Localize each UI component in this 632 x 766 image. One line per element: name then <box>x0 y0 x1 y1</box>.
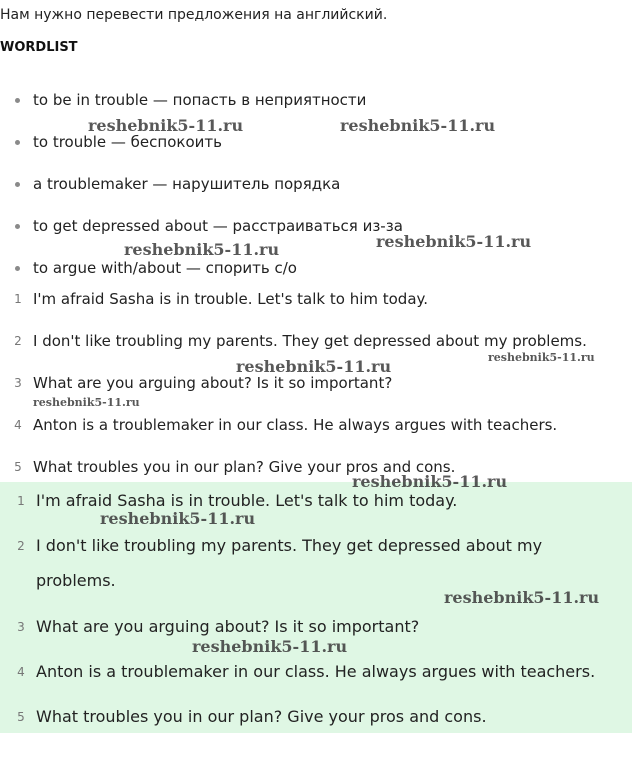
watermark: reshebnik5-11.ru <box>352 472 508 491</box>
watermark: reshebnik5-11.ru <box>100 509 256 528</box>
wordlist-heading: WORDLIST <box>0 40 78 55</box>
answer-number: 5 <box>17 710 25 724</box>
watermark: reshebnik5-11.ru <box>88 116 244 135</box>
watermark: reshebnik5-11.ru <box>444 588 600 607</box>
answer-text: What are you arguing about? Is it so important? <box>36 617 420 636</box>
answer-text: I'm afraid Sasha is in trouble. Let's talk to him today. <box>36 491 458 510</box>
answer-number: 2 <box>17 539 25 553</box>
list-bullet <box>15 266 20 271</box>
watermark: reshebnik5-11.ru <box>236 357 392 376</box>
answer-number: 4 <box>17 665 25 679</box>
sentence-number: 1 <box>14 292 22 306</box>
sentence-number: 5 <box>14 460 22 474</box>
sentence-number: 2 <box>14 334 22 348</box>
sentence-text: What are you arguing about? Is it so important? <box>33 374 393 392</box>
answer-text: Anton is a troublemaker in our class. He always argues with teachers. <box>36 662 596 681</box>
sentence-number: 4 <box>14 418 22 432</box>
list-bullet <box>15 98 20 103</box>
wordlist-item: to get depressed about — расстраиваться из-за <box>33 217 403 235</box>
list-bullet <box>15 140 20 145</box>
answer-number: 3 <box>17 620 25 634</box>
answer-number: 1 <box>17 494 25 508</box>
watermark: reshebnik5-11.ru <box>340 116 496 135</box>
list-bullet <box>15 224 20 229</box>
list-bullet <box>15 182 20 187</box>
sentence-text: I don't like troubling my parents. They get depressed about my problems. <box>33 332 587 350</box>
sentence-number: 3 <box>14 376 22 390</box>
sentence-text: What troubles you in our plan? Give your pros and cons. <box>33 458 456 476</box>
wordlist-item: to trouble — беспокоить <box>33 133 222 151</box>
watermark: reshebnik5-11.ru <box>488 351 595 364</box>
wordlist-item: to be in trouble — попасть в неприятности <box>33 91 367 109</box>
watermark: reshebnik5-11.ru <box>376 232 532 251</box>
watermark: reshebnik5-11.ru <box>33 396 140 409</box>
wordlist-item: a troublemaker — нарушитель порядка <box>33 175 341 193</box>
answer-text: What troubles you in our plan? Give your pros and cons. <box>36 707 487 726</box>
watermark: reshebnik5-11.ru <box>192 637 348 656</box>
answer-text: I don't like troubling my parents. They get depressed about my <box>36 536 543 555</box>
sentence-text: Anton is a troublemaker in our class. He always argues with teachers. <box>33 416 558 434</box>
watermark: reshebnik5-11.ru <box>124 240 280 259</box>
wordlist-item: to argue with/about — спорить с/о <box>33 259 297 277</box>
answer-text-continued: problems. <box>36 571 116 590</box>
intro-text: Нам нужно перевести предложения на английский. <box>0 7 388 23</box>
sentence-text: I'm afraid Sasha is in trouble. Let's talk to him today. <box>33 290 429 308</box>
answer-panel <box>0 482 632 733</box>
